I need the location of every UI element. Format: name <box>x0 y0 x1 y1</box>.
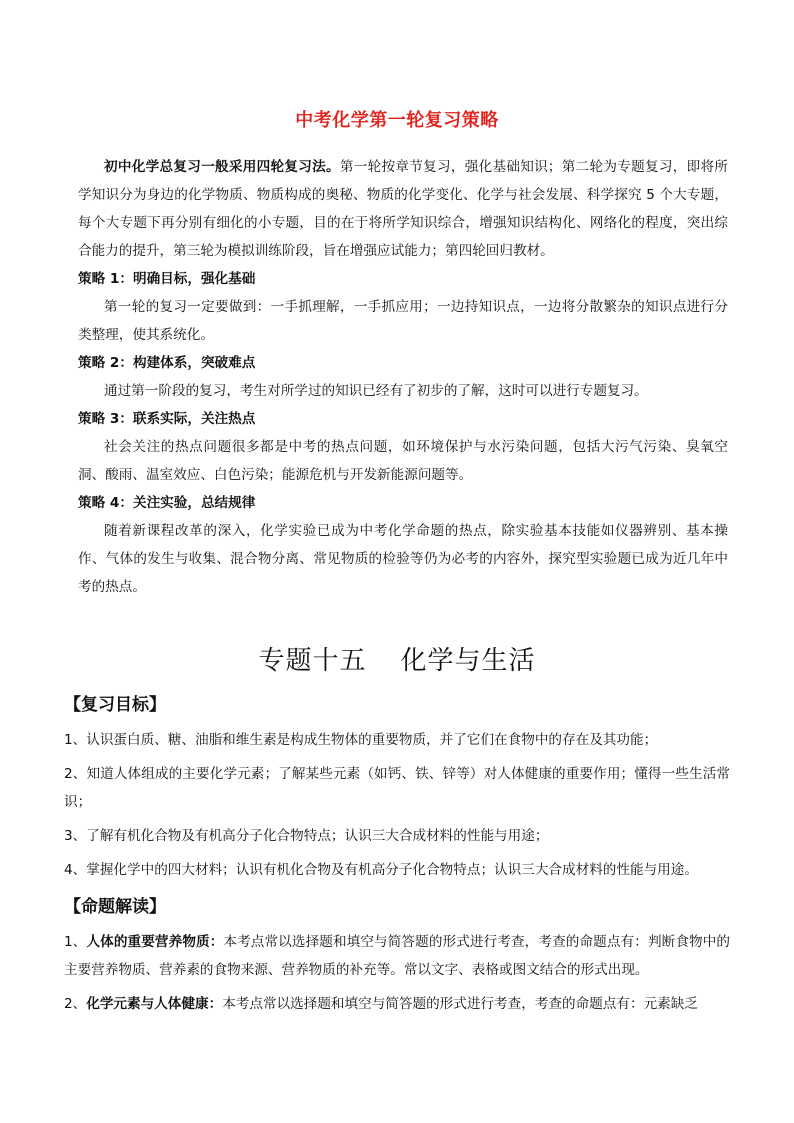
list-item: 4、掌握化学中的四大材料；认识有机化合物及有机高分子化合物特点；认识三大合成材料的性能与用途。 <box>64 862 698 878</box>
topic-heading <box>0 640 794 677</box>
strategy-title: 策略 4：关注实验，总结规律 <box>78 495 256 511</box>
intro-text: 第一轮按章节复习，强化基础知识；第二轮为专题复习，即将所学知识分为身边的化学物质、物质构成的奥秘、物质的化学变化、化学与社会发展、科学探究 5 个大专题，每个大专题下再分别有细化的小专题，目的在于将所学知识综合，增强知识结构化、网络化的程度，突出综合能力的提升，第三轮为模拟训练阶段，旨在增强应试能力；第四轮回归教材。 <box>78 159 729 259</box>
document-title: 中考化学第一轮复习策略 <box>295 110 499 131</box>
list-item <box>64 928 730 984</box>
strategy-body: 通过第一阶段的复习，考生对所学过的知识已经有了初步的了解，这时可以进行专题复习。 <box>104 383 648 399</box>
strategy-4 <box>78 489 728 601</box>
strategy-2 <box>78 349 728 405</box>
review-goals-list <box>64 726 730 890</box>
strategy-body: 随着新课程改革的深入，化学实验已成为中考化学命题的热点，除实验基本技能如仪器辨别、基本操作、气体的发生与收集、混合物分离、常见物质的检验等仍为必考的内容外，探究型实验题已成为近几年中考的热点。 <box>78 523 728 595</box>
item-key: 人体的重要营养物质： <box>86 934 224 950</box>
item-text: 本考点常以选择题和填空与简答题的形式进行考查，考查的命题点有：判断食物中的主要营养物质、营养素的食物来源、营养物质的补充等。常以文字、表格或图文结合的形式出现。 <box>64 934 731 978</box>
intro-paragraph <box>78 153 728 265</box>
review-goals-heading: 【复习目标】 <box>64 695 166 715</box>
intro-lead: 初中化学总复习一般采用四轮复习法。 <box>104 159 340 175</box>
item-prefix: 2、 <box>64 996 87 1012</box>
strategy-title: 策略 1：明确目标，强化基础 <box>78 271 256 287</box>
interpretation-list <box>64 928 730 1024</box>
list-item: 2、知道人体组成的主要化学元素；了解某些元素（如钙、铁、锌等）对人体健康的重要作用；懂得一些生活常识； <box>64 766 730 810</box>
strategy-body: 社会关注的热点问题很多都是中考的热点问题，如环境保护与水污染问题，包括大污气污染、臭氧空洞、酸雨、温室效应、白色污染；能源危机与开发新能源问题等。 <box>78 439 728 483</box>
item-prefix: 1、 <box>64 934 87 950</box>
item-text: 本考点常以选择题和填空与简答题的形式进行考查，考查的命题点有：元素缺乏 <box>222 996 698 1012</box>
strategy-title: 策略 2：构建体系，突破难点 <box>78 355 256 371</box>
list-item: 1、认识蛋白质、糖、油脂和维生素是构成生物体的重要物质，并了它们在食物中的存在及其功能； <box>64 732 658 748</box>
list-item <box>64 990 730 1018</box>
strategy-3 <box>78 405 728 489</box>
list-item: 3、了解有机化合物及有机高分子化合物特点；认识三大合成材料的性能与用途； <box>64 828 549 844</box>
interpretation-heading: 【命题解读】 <box>64 897 166 917</box>
strategy-title: 策略 3：联系实际，关注热点 <box>78 411 256 427</box>
topic-number: 专题十五 <box>258 646 367 676</box>
topic-name: 化学与生活 <box>400 646 536 676</box>
strategy-1 <box>78 265 728 349</box>
strategy-body: 第一轮的复习一定要做到：一手抓理解，一手抓应用；一边持知识点，一边将分散繁杂的知识点进行分类整理，使其系统化。 <box>78 299 728 343</box>
item-key: 化学元素与人体健康： <box>86 996 223 1012</box>
